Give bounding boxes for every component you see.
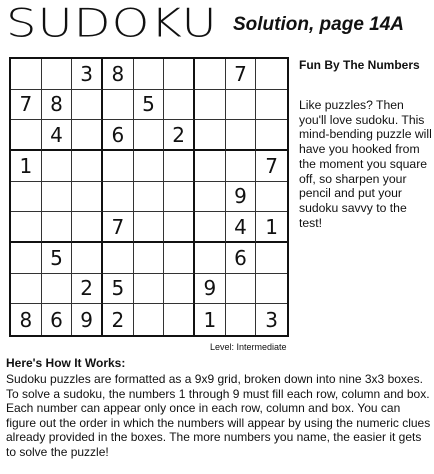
sudoku-cell[interactable] [72, 90, 103, 121]
sudoku-cell[interactable] [256, 274, 287, 305]
sudoku-cell[interactable] [11, 212, 42, 243]
sudoku-cell[interactable] [164, 59, 195, 90]
sudoku-cell[interactable] [134, 120, 165, 151]
sudoku-cell[interactable]: 9 [195, 274, 226, 305]
sudoku-cell[interactable]: 7 [226, 59, 257, 90]
sudoku-cell[interactable] [134, 59, 165, 90]
sudoku-cell[interactable] [164, 90, 195, 121]
sudoku-cell[interactable] [256, 90, 287, 121]
puzzle-title: SUDOKU [6, 0, 218, 47]
sudoku-cell[interactable] [134, 304, 165, 335]
sudoku-cell[interactable] [134, 274, 165, 305]
sudoku-cell[interactable] [72, 182, 103, 213]
sudoku-grid [9, 57, 289, 337]
sudoku-cell[interactable]: 8 [42, 90, 73, 121]
sudoku-cell[interactable] [72, 120, 103, 151]
sudoku-cell[interactable] [42, 274, 73, 305]
sudoku-cell[interactable]: 5 [42, 243, 73, 274]
sudoku-cell[interactable]: 7 [256, 151, 287, 182]
sudoku-cell[interactable] [195, 212, 226, 243]
solution-reference: Solution, page 14A [233, 14, 405, 35]
sudoku-cell[interactable] [226, 90, 257, 121]
sudoku-cell[interactable]: 9 [72, 304, 103, 335]
sudoku-cell[interactable] [72, 212, 103, 243]
sudoku-cell[interactable] [103, 182, 134, 213]
sudoku-cell[interactable] [134, 212, 165, 243]
sudoku-cell[interactable] [226, 304, 257, 335]
instructions-heading: Here's How It Works: [6, 356, 126, 370]
sidebar-body: Like puzzles? Then you'll love sudoku. This mind-bending puzzle will have you hooked from the moment you square off, so sharpen your pencil and put your sudoku savvy to the test! [299, 98, 432, 230]
difficulty-level: Level: Intermediate [210, 342, 287, 352]
sudoku-cell[interactable] [195, 243, 226, 274]
sudoku-cell[interactable]: 1 [11, 151, 42, 182]
sudoku-cell[interactable]: 2 [103, 304, 134, 335]
sudoku-cell[interactable]: 6 [226, 243, 257, 274]
sudoku-cell[interactable] [42, 182, 73, 213]
sudoku-cell[interactable] [134, 243, 165, 274]
sudoku-cell[interactable]: 9 [226, 182, 257, 213]
sudoku-cell[interactable]: 4 [42, 120, 73, 151]
sudoku-cell[interactable]: 6 [42, 304, 73, 335]
sudoku-cell[interactable] [11, 120, 42, 151]
sudoku-cell[interactable] [164, 243, 195, 274]
sudoku-cell[interactable]: 3 [265, 307, 279, 332]
sidebar-heading: Fun By The Numbers [299, 58, 420, 72]
sudoku-cell[interactable]: 1 [256, 212, 287, 243]
sudoku-cell[interactable]: 2 [72, 274, 103, 305]
sudoku-cell[interactable]: 5 [103, 274, 134, 305]
sudoku-cell[interactable]: 8 [11, 304, 42, 335]
sudoku-cell[interactable]: 3 [72, 59, 103, 90]
sudoku-cell[interactable] [195, 151, 226, 182]
sudoku-cell[interactable] [72, 151, 103, 182]
sudoku-cell[interactable] [11, 243, 42, 274]
sudoku-cell[interactable] [195, 90, 226, 121]
sudoku-cell[interactable] [195, 120, 226, 151]
sudoku-cell[interactable] [195, 59, 226, 90]
sudoku-cell[interactable]: 2 [164, 120, 195, 151]
sudoku-cell[interactable] [11, 59, 42, 90]
instructions-body: Sudoku puzzles are formatted as a 9x9 grid, broken down into nine 3x3 boxes. To solve a sudoku, the numbers 1 through 9 must fill each row, column and box. Each number can appear only once in each row, column and box. You can figure out the order in which the numbers will appear by using the numeric clues already provided in the boxes. The more numbers you name, the easier it gets to solve the puzzle! [6, 372, 431, 459]
sudoku-cell[interactable] [256, 182, 287, 213]
sudoku-cell[interactable]: 7 [103, 212, 134, 243]
sudoku-cell[interactable] [195, 182, 226, 213]
sudoku-cell[interactable] [11, 274, 42, 305]
sudoku-cell[interactable] [256, 59, 287, 90]
sudoku-cell[interactable] [256, 243, 287, 274]
sudoku-cell[interactable] [42, 212, 73, 243]
sudoku-cell[interactable] [164, 151, 195, 182]
sudoku-cell[interactable]: 6 [103, 120, 134, 151]
sudoku-cell[interactable] [103, 90, 134, 121]
sudoku-cell[interactable] [134, 151, 165, 182]
sudoku-cell[interactable] [164, 182, 195, 213]
sudoku-cell[interactable] [134, 182, 165, 213]
sudoku-cell[interactable] [103, 151, 134, 182]
sudoku-cell[interactable] [164, 212, 195, 243]
sudoku-cell[interactable]: 4 [226, 212, 257, 243]
sudoku-cell[interactable]: 7 [11, 90, 42, 121]
sudoku-cell[interactable] [164, 274, 195, 305]
sudoku-cell[interactable] [103, 243, 134, 274]
sudoku-cell[interactable] [226, 120, 257, 151]
sudoku-cell[interactable] [226, 151, 257, 182]
sudoku-cell[interactable] [11, 182, 42, 213]
sudoku-cell[interactable] [42, 59, 73, 90]
sudoku-cell[interactable] [42, 151, 73, 182]
sudoku-cell[interactable] [164, 304, 195, 335]
sudoku-cell[interactable] [256, 120, 287, 151]
sudoku-cell[interactable] [226, 274, 257, 305]
sudoku-cell[interactable]: 1 [195, 304, 226, 335]
sudoku-cell[interactable]: 5 [134, 90, 165, 121]
sudoku-cell[interactable] [72, 243, 103, 274]
sudoku-cell[interactable]: 8 [103, 59, 134, 90]
